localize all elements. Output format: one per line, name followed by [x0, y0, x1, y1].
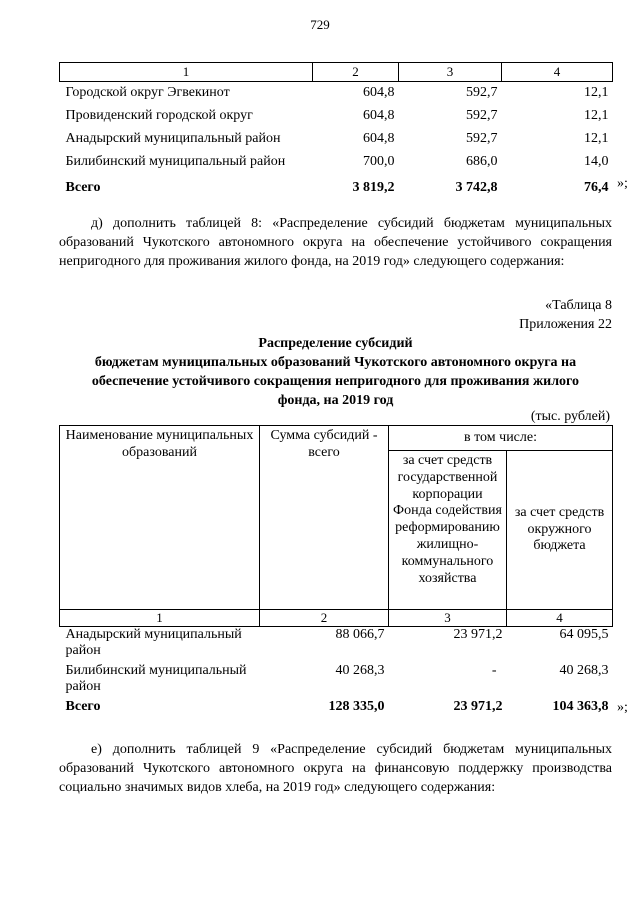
table-row: [60, 663, 613, 699]
header-regional-budget: за счет средств окружного бюджета: [507, 451, 613, 610]
title-line: бюджетам муниципальных образований Чукотского автономного округа на: [94, 355, 577, 370]
cell-value: 12,1: [584, 85, 609, 101]
table-8-subsidies: [59, 425, 613, 719]
total-label: Всего: [65, 698, 101, 714]
column-number: 4: [502, 63, 613, 82]
title-line: фонда, на 2019 год: [277, 393, 394, 408]
municipality-name: Анадырский муниципальный район: [65, 626, 242, 659]
table-row: [60, 151, 613, 174]
total-value: 3 742,8: [455, 179, 498, 195]
column-number: 3: [389, 610, 507, 627]
total-value: 128 335,0: [328, 698, 385, 714]
total-value: 3 819,2: [352, 179, 395, 195]
table-title: [59, 334, 612, 410]
column-number: 2: [260, 610, 389, 627]
municipality-name: Провиденский городской округ: [65, 108, 253, 124]
cell-value: 604,8: [363, 131, 395, 147]
header-including: в том числе:: [389, 426, 613, 451]
table-row: [60, 626, 613, 663]
municipality-name: Билибинский муниципальный район: [65, 662, 247, 695]
table-row: [60, 82, 613, 106]
total-value: 104 363,8: [552, 698, 609, 714]
table-total-row: [60, 699, 613, 719]
table-reference: [519, 296, 612, 334]
column-number: 2: [313, 63, 399, 82]
appendix-number: Приложения 22: [519, 317, 612, 332]
table-subsidies-continuation: [59, 62, 613, 202]
table-header-row: [60, 426, 613, 451]
total-value: 76,4: [584, 179, 609, 195]
page-number: 729: [310, 17, 330, 32]
cell-value: -: [491, 662, 497, 678]
table-header-row: [60, 63, 613, 82]
cell-value: 64 095,5: [559, 626, 609, 642]
table-total-row: [60, 174, 613, 202]
cell-value: 40 268,3: [559, 662, 609, 678]
cell-value: 592,7: [466, 85, 498, 101]
cell-value: 592,7: [466, 108, 498, 124]
closing-quote-mark: »;: [617, 176, 628, 191]
paragraph-e: е) дополнить таблицей 9 «Распределение субсидий бюджетам муниципальных образований Чукотского автономного округа на финансовую поддержку производства социально значимых видов хлеба, на 2019 год» следующего содержания:: [59, 742, 612, 795]
paragraph-d: д) дополнить таблицей 8: «Распределение субсидий бюджетам муниципальных образований Чукотского автономного округа на обеспечение устойчивого сокращения непригодного для проживания жилого фонда, на 2019 год» следующего содержания:: [59, 216, 612, 269]
title-line: обеспечение устойчивого сокращения непригодного для проживания жилого: [91, 374, 580, 389]
column-number: 3: [399, 63, 502, 82]
cell-value: 14,0: [584, 154, 609, 170]
cell-value: 700,0: [363, 154, 395, 170]
cell-value: 23 971,2: [453, 626, 503, 642]
header-municipality: Наименование муниципальных образований: [60, 426, 260, 610]
total-label: Всего: [65, 179, 101, 195]
units-label: (тыс. рублей): [530, 409, 610, 424]
closing-quote-mark: »;: [617, 700, 628, 715]
cell-value: 604,8: [363, 108, 395, 124]
column-number: 1: [60, 610, 260, 627]
table-row: [60, 128, 613, 151]
cell-value: 604,8: [363, 85, 395, 101]
column-number: 4: [507, 610, 613, 627]
cell-value: 40 268,3: [335, 662, 385, 678]
municipality-name: Анадырский муниципальный район: [65, 131, 281, 147]
cell-value: 686,0: [466, 154, 498, 170]
column-number: 1: [60, 63, 313, 82]
cell-value: 88 066,7: [335, 626, 385, 642]
municipality-name: Городской округ Эгвекинот: [65, 85, 230, 101]
total-value: 23 971,2: [453, 698, 503, 714]
title-line: Распределение субсидий: [258, 336, 413, 351]
municipality-name: Билибинский муниципальный район: [65, 154, 286, 170]
cell-value: 592,7: [466, 131, 498, 147]
cell-value: 12,1: [584, 108, 609, 124]
cell-value: 12,1: [584, 131, 609, 147]
table-number-row: [60, 610, 613, 627]
header-fund-source: за счет средств государственной корпорации Фонда содействия реформированию жилищно-коммунального хозяйства: [389, 451, 507, 610]
table-row: [60, 105, 613, 128]
table-number: «Таблица 8: [545, 298, 612, 313]
header-total-sum: Сумма субсидий - всего: [260, 426, 389, 610]
